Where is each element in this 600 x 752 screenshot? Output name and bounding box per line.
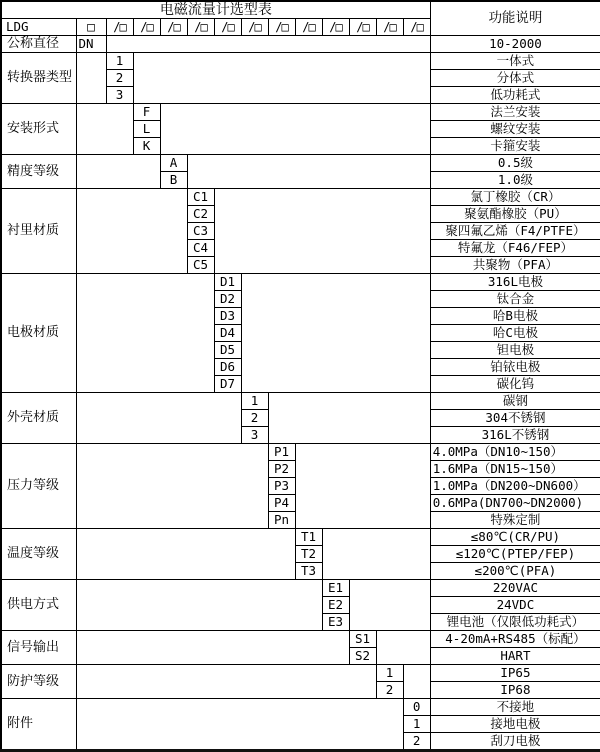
model-slot: /□ xyxy=(403,19,430,36)
option-code: B xyxy=(160,172,187,189)
option-desc: 4-20mA+RS485（标配） xyxy=(430,631,600,648)
option-code: 3 xyxy=(241,427,268,444)
spacer-cell xyxy=(76,444,268,529)
option-desc: 316L不锈钢 xyxy=(430,427,600,444)
spacer-cell xyxy=(76,53,106,104)
model-slot: /□ xyxy=(349,19,376,36)
spacer-cell xyxy=(76,274,214,393)
model-slot: /□ xyxy=(160,19,187,36)
option-desc: 碳钢 xyxy=(430,393,600,410)
option-desc: 不接地 xyxy=(430,699,600,716)
spacer-cell xyxy=(76,631,349,665)
option-code: T3 xyxy=(295,563,322,580)
spacer-cell xyxy=(376,631,430,665)
option-desc: IP68 xyxy=(430,682,600,699)
option-code: D1 xyxy=(214,274,241,291)
option-code: 1 xyxy=(376,665,403,682)
spacer-cell xyxy=(106,36,430,53)
option-desc: 1.0MPa（DN200~DN600） xyxy=(430,478,600,495)
option-desc: 0.6MPa(DN700~DN2000) xyxy=(430,495,600,512)
option-desc: 聚四氟乙烯（F4/PTFE） xyxy=(430,223,600,240)
option-code: K xyxy=(133,138,160,155)
category-row xyxy=(1,274,600,291)
option-code: P4 xyxy=(268,495,295,512)
category-label: 衬里材质 xyxy=(1,189,76,274)
category-row xyxy=(1,444,600,461)
option-desc: 聚氨酯橡胶（PU） xyxy=(430,206,600,223)
category-label: 公称直径 xyxy=(1,36,76,53)
option-desc: 24VDC xyxy=(430,597,600,614)
model-slot: /□ xyxy=(376,19,403,36)
category-label: 电极材质 xyxy=(1,274,76,393)
option-code: 1 xyxy=(106,53,133,70)
option-desc: 锂电池（仅限低功耗式） xyxy=(430,614,600,631)
model-slot: /□ xyxy=(241,19,268,36)
option-desc: ≤80℃(CR/PU) xyxy=(430,529,600,546)
option-code: D6 xyxy=(214,359,241,376)
option-code: E3 xyxy=(322,614,349,631)
model-slot: /□ xyxy=(268,19,295,36)
spacer-cell xyxy=(76,104,133,155)
option-desc: 钽电极 xyxy=(430,342,600,359)
option-code: L xyxy=(133,121,160,138)
option-desc: 分体式 xyxy=(430,70,600,87)
option-desc: 低功耗式 xyxy=(430,87,600,104)
spacer-cell xyxy=(349,580,430,631)
spacer-cell xyxy=(322,529,430,580)
category-label: 信号输出 xyxy=(1,631,76,665)
option-desc: 一体式 xyxy=(430,53,600,70)
option-code: 2 xyxy=(106,70,133,87)
option-code: 3 xyxy=(106,87,133,104)
option-code: D3 xyxy=(214,308,241,325)
spacer-cell xyxy=(403,665,430,699)
category-label: 精度等级 xyxy=(1,155,76,189)
category-label: 外壳材质 xyxy=(1,393,76,444)
diameter-row xyxy=(1,36,600,53)
option-desc: HART xyxy=(430,648,600,665)
option-code: F xyxy=(133,104,160,121)
option-desc: 1.6MPa（DN15~150） xyxy=(430,461,600,478)
option-code: E1 xyxy=(322,580,349,597)
model-slot: /□ xyxy=(295,19,322,36)
function-column-header: 功能说明 xyxy=(430,1,600,36)
spacer-cell xyxy=(76,665,376,699)
category-row xyxy=(1,104,600,121)
option-code: C4 xyxy=(187,240,214,257)
spacer-cell xyxy=(133,53,430,104)
category-row xyxy=(1,53,600,70)
category-row xyxy=(1,580,600,597)
option-desc: 碳化钨 xyxy=(430,376,600,393)
option-code: D2 xyxy=(214,291,241,308)
category-row xyxy=(1,631,600,648)
category-label: 供电方式 xyxy=(1,580,76,631)
option-desc: 螺纹安装 xyxy=(430,121,600,138)
option-desc: 220VAC xyxy=(430,580,600,597)
option-desc: ≤120℃(PTEP/FEP) xyxy=(430,546,600,563)
option-desc: 哈C电极 xyxy=(430,325,600,342)
option-code: P2 xyxy=(268,461,295,478)
spacer-cell xyxy=(76,529,295,580)
option-desc: 特氟龙（F46/FEP） xyxy=(430,240,600,257)
option-desc: 氯丁橡胶（CR） xyxy=(430,189,600,206)
model-slot: /□ xyxy=(106,19,133,36)
spacer-cell xyxy=(187,155,430,189)
spacer-cell xyxy=(76,393,241,444)
category-label: 安装形式 xyxy=(1,104,76,155)
model-slot: /□ xyxy=(187,19,214,36)
spacer-cell xyxy=(268,393,430,444)
option-code: 2 xyxy=(241,410,268,427)
option-desc: ≤200℃(PFA) xyxy=(430,563,600,580)
option-code: 2 xyxy=(376,682,403,699)
option-code: C2 xyxy=(187,206,214,223)
spacer-cell xyxy=(76,189,187,274)
option-desc: 卡箍安装 xyxy=(430,138,600,155)
option-code: DN xyxy=(76,36,106,53)
table-title: 电磁流量计选型表 xyxy=(1,1,430,19)
option-code: D5 xyxy=(214,342,241,359)
category-row xyxy=(1,699,600,716)
category-label: 防护等级 xyxy=(1,665,76,699)
category-row xyxy=(1,155,600,172)
option-desc: 304不锈钢 xyxy=(430,410,600,427)
model-base-box: □ xyxy=(76,19,106,36)
option-desc: 10-2000 xyxy=(430,36,600,53)
option-code: 2 xyxy=(403,733,430,751)
option-code: P3 xyxy=(268,478,295,495)
option-code: P1 xyxy=(268,444,295,461)
spacer-cell xyxy=(76,155,160,189)
option-code: A xyxy=(160,155,187,172)
option-code: C1 xyxy=(187,189,214,206)
category-label: 附件 xyxy=(1,699,76,751)
option-desc: 接地电极 xyxy=(430,716,600,733)
option-code: D7 xyxy=(214,376,241,393)
option-desc: 刮刀电极 xyxy=(430,733,600,751)
spacer-cell xyxy=(214,189,430,274)
spacer-cell xyxy=(76,699,403,751)
option-code: 0 xyxy=(403,699,430,716)
option-code: 1 xyxy=(403,716,430,733)
option-desc: IP65 xyxy=(430,665,600,682)
category-row xyxy=(1,393,600,410)
option-desc: 钛合金 xyxy=(430,291,600,308)
category-label: 转换器类型 xyxy=(1,53,76,104)
option-code: D4 xyxy=(214,325,241,342)
spacer-cell xyxy=(160,104,430,155)
option-desc: 共聚物（PFA） xyxy=(430,257,600,274)
option-code: Pn xyxy=(268,512,295,529)
option-desc: 1.0级 xyxy=(430,172,600,189)
option-code: S2 xyxy=(349,648,376,665)
model-slot: /□ xyxy=(214,19,241,36)
option-code: S1 xyxy=(349,631,376,648)
spacer-cell xyxy=(76,580,322,631)
option-code: T1 xyxy=(295,529,322,546)
spacer-cell xyxy=(295,444,430,529)
option-desc: 法兰安装 xyxy=(430,104,600,121)
category-label: 压力等级 xyxy=(1,444,76,529)
category-row xyxy=(1,665,600,682)
model-prefix: LDG xyxy=(1,19,76,36)
option-desc: 316L电极 xyxy=(430,274,600,291)
option-desc: 特殊定制 xyxy=(430,512,600,529)
title-row xyxy=(1,1,600,19)
category-row xyxy=(1,529,600,546)
option-code: C3 xyxy=(187,223,214,240)
option-desc: 4.0MPa（DN10~150） xyxy=(430,444,600,461)
category-label: 温度等级 xyxy=(1,529,76,580)
option-code: 1 xyxy=(241,393,268,410)
option-desc: 铂铱电极 xyxy=(430,359,600,376)
option-desc: 哈B电极 xyxy=(430,308,600,325)
option-code: C5 xyxy=(187,257,214,274)
option-desc: 0.5级 xyxy=(430,155,600,172)
spacer-cell xyxy=(241,274,430,393)
model-slot: /□ xyxy=(322,19,349,36)
option-code: E2 xyxy=(322,597,349,614)
category-row xyxy=(1,189,600,206)
option-code: T2 xyxy=(295,546,322,563)
model-slot: /□ xyxy=(133,19,160,36)
